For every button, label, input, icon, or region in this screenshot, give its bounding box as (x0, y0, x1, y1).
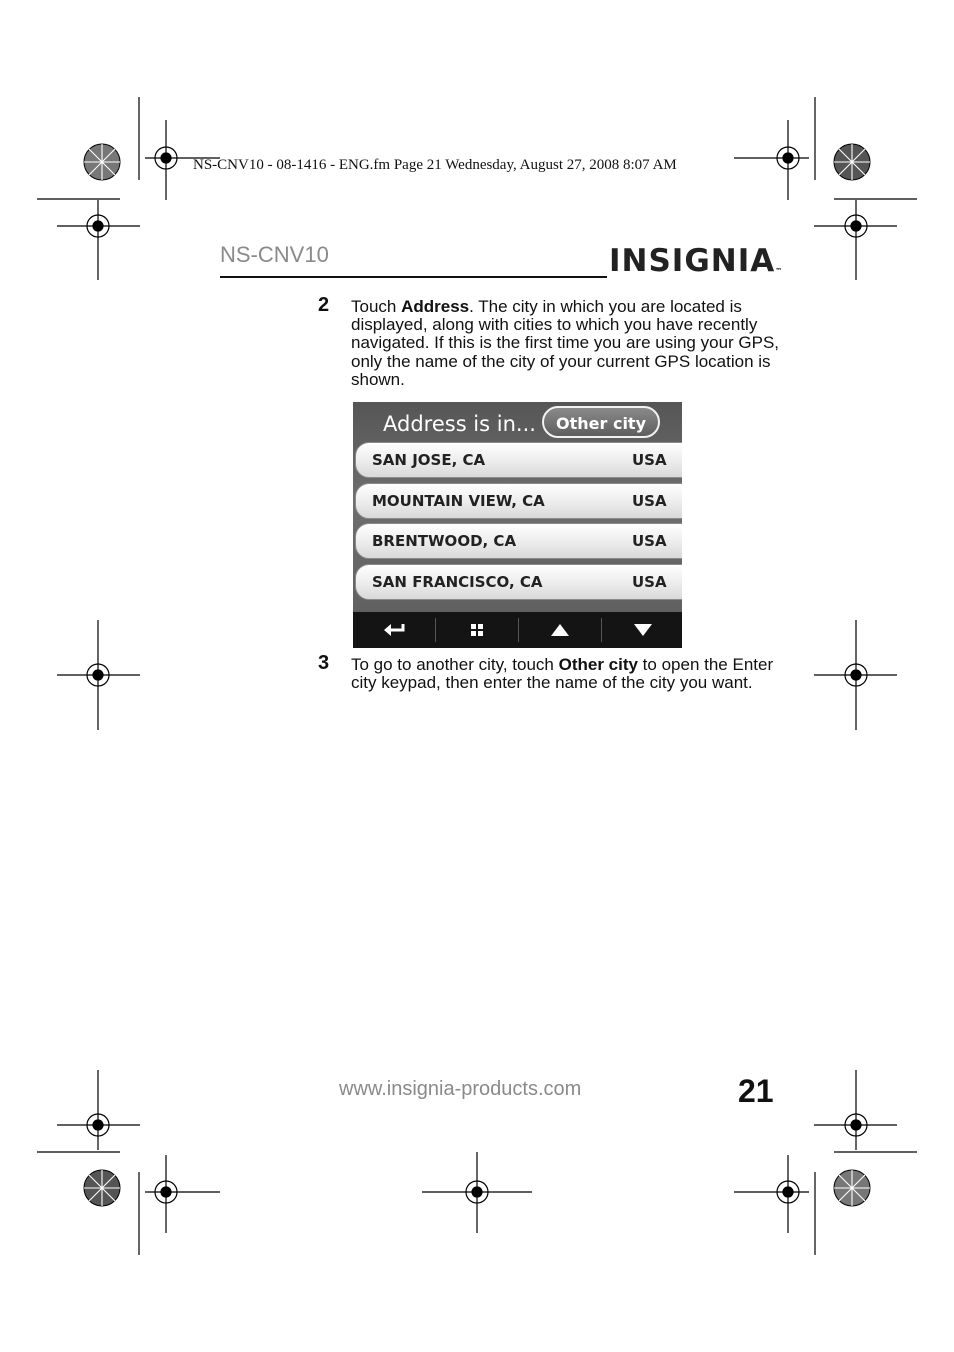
country-name: USA (632, 492, 667, 510)
logo-text: INSIGNIA (609, 243, 776, 279)
step-text-part: to open the Enter city keypad, then enter the name of the city you want. (351, 655, 774, 693)
logo-trademark: ™ (775, 267, 783, 275)
country-name: USA (632, 532, 667, 550)
step-text (351, 298, 781, 389)
scroll-down-button[interactable] (602, 612, 682, 648)
scroll-up-button[interactable] (519, 612, 601, 648)
city-name: SAN JOSE, CA (372, 451, 486, 469)
menu-button[interactable] (436, 612, 518, 648)
country-name: USA (632, 573, 667, 591)
step-text-part: To go to another city, touch (351, 655, 559, 674)
footer-url: www.insignia-products.com (339, 1078, 582, 1100)
down-triangle-icon (634, 624, 652, 636)
address-title: Address is in... (383, 412, 536, 436)
back-arrow-icon (383, 623, 405, 637)
list-item[interactable] (355, 483, 682, 519)
step-number: 2 (318, 294, 330, 316)
country-name: USA (632, 451, 667, 469)
list-item[interactable] (355, 564, 682, 600)
list-item[interactable] (355, 442, 682, 478)
header-rule (220, 276, 607, 278)
step-number: 3 (318, 652, 330, 674)
device-toolbar (353, 612, 682, 648)
print-slug: NS-CNV10 - 08-1416 - ENG.fm Page 21 Wednesday, August 27, 2008 8:07 AM (193, 157, 677, 173)
insignia-logo (609, 238, 782, 284)
up-triangle-icon (551, 624, 569, 636)
other-city-button[interactable]: Other city (542, 406, 660, 438)
step-text-part: . The city in which you are located is displayed, along with cities to which you have recently navigated. If this is the first time you are using your GPS, only the name of the city of your current GPS location is shown. (351, 297, 780, 389)
model-name: NS-CNV10 (220, 242, 329, 267)
step-text-part: Touch (351, 297, 402, 316)
page-number: 21 (738, 1073, 774, 1109)
grid-menu-icon (470, 623, 484, 637)
city-name: BRENTWOOD, CA (372, 532, 517, 550)
step-text-bold: Address (401, 297, 470, 316)
step-text-bold: Other city (558, 655, 638, 674)
city-name: MOUNTAIN VIEW, CA (372, 492, 545, 510)
back-button[interactable] (353, 612, 435, 648)
list-item[interactable] (355, 523, 682, 559)
step-text (351, 656, 781, 692)
device-screen (353, 402, 682, 648)
city-name: SAN FRANCISCO, CA (372, 573, 543, 591)
